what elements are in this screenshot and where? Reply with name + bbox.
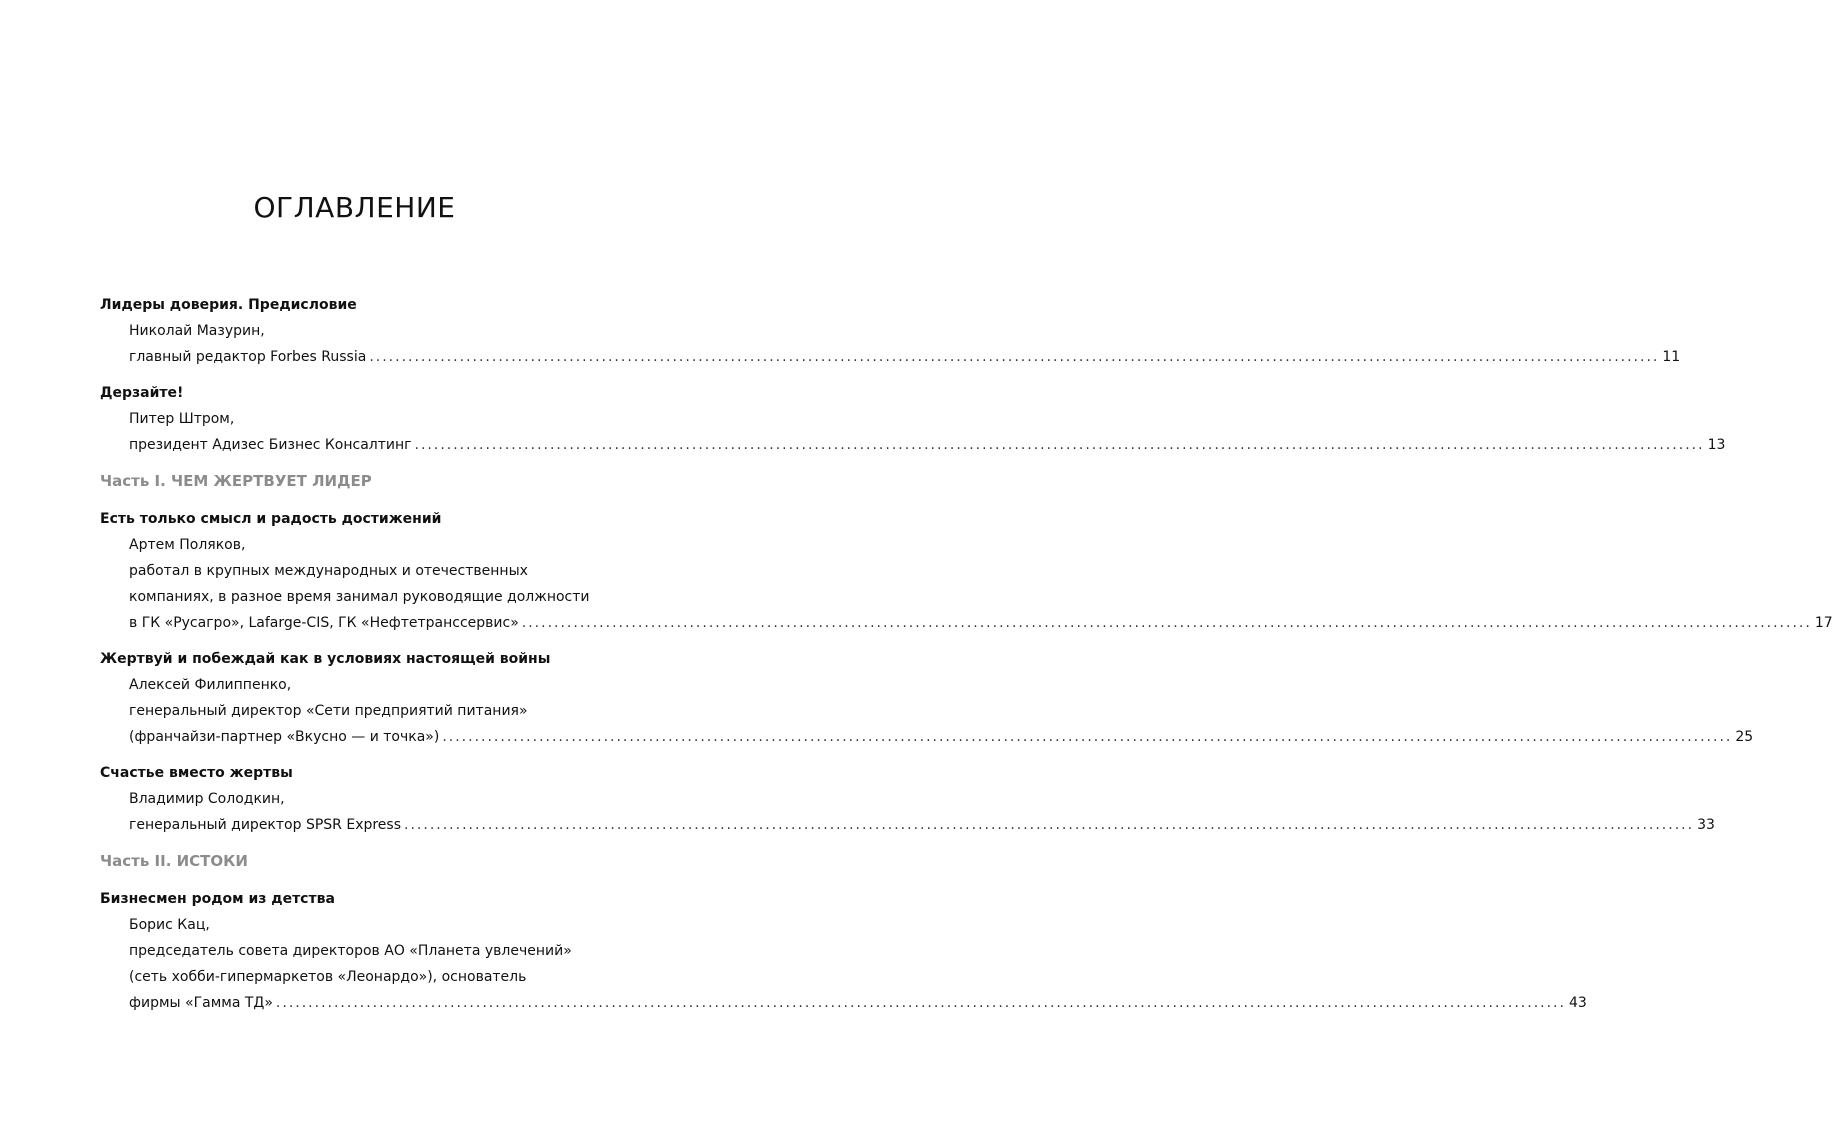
entry-role: председатель совета директоров АО «Планета увлечений» <box>129 943 572 959</box>
entry-role: компаниях, в разное время занимал руководящие должности <box>129 589 590 605</box>
entry-title: Есть только смысл и радость достижений <box>100 511 442 527</box>
entry-role: президент Адизес Бизнес Консалтинг <box>129 437 412 453</box>
entry-role: (сеть хобби-гипермаркетов «Леонардо»), основатель <box>129 969 527 985</box>
page-number: 43 <box>1568 995 1587 1011</box>
dot-leader: ........................................................................................................................................................................................................ <box>404 817 1695 833</box>
page-number: 17 <box>1814 615 1833 631</box>
toc-entry <box>100 380 1726 458</box>
entry-title: Счастье вместо жертвы <box>100 765 293 781</box>
entry-role: генеральный директор «Сети предприятий питания» <box>129 703 528 719</box>
entry-title: Дерзайте! <box>100 385 184 401</box>
entry-last-line <box>100 610 1833 636</box>
toc-entry <box>100 760 1715 838</box>
page-title: ОГЛАВЛЕНИЕ <box>253 191 456 224</box>
page-number: 33 <box>1697 817 1715 833</box>
page-number: 25 <box>1735 729 1754 745</box>
part-heading: Часть I. ЧЕМ ЖЕРТВУЕТ ЛИДЕР <box>100 472 372 490</box>
entry-role: в ГК «Русагро», Lafarge-CIS, ГК «Нефтетранссервис» <box>129 615 519 631</box>
toc-entry <box>100 506 1833 636</box>
dot-leader: ........................................................................................................................................................................................................ <box>414 437 1705 453</box>
part-heading: Часть II. ИСТОКИ <box>100 852 248 870</box>
page-number: 13 <box>1707 437 1726 453</box>
entry-author: Владимир Солодкин, <box>129 791 285 807</box>
entry-title: Лидеры доверия. Предисловие <box>100 297 357 313</box>
dot-leader: ........................................................................................................................................................................................................ <box>521 615 1812 631</box>
entry-title: Бизнесмен родом из детства <box>100 891 335 907</box>
entry-author: Артем Поляков, <box>129 537 246 553</box>
entry-last-line <box>100 724 1754 750</box>
entry-author: Борис Кац, <box>129 917 210 933</box>
entry-last-line <box>100 990 1587 1016</box>
entry-last-line <box>100 432 1726 458</box>
entry-last-line <box>100 344 1681 370</box>
entry-author: Алексей Филиппенко, <box>129 677 292 693</box>
entry-title: Жертвуй и побеждай как в условиях настоящей войны <box>100 651 551 667</box>
toc-entry <box>100 886 1587 1016</box>
entry-author: Николай Мазурин, <box>129 323 265 339</box>
dot-leader: ........................................................................................................................................................................................................ <box>275 995 1566 1011</box>
entry-author: Питер Штром, <box>129 411 235 427</box>
entry-role: главный редактор Forbes Russia <box>129 349 367 365</box>
entry-role: (франчайзи-партнер «Вкусно — и точка») <box>129 729 440 745</box>
entry-last-line <box>100 812 1715 838</box>
entry-role: работал в крупных международных и отечественных <box>129 563 528 579</box>
entry-role: фирмы «Гамма ТД» <box>129 995 273 1011</box>
entry-role: генеральный директор SPSR Express <box>129 817 402 833</box>
toc-entry <box>100 292 1681 370</box>
table-of-contents <box>100 292 1833 1016</box>
toc-entry <box>100 646 1754 750</box>
dot-leader: ........................................................................................................................................................................................................ <box>442 729 1733 745</box>
dot-leader: ........................................................................................................................................................................................................ <box>369 349 1660 365</box>
page-number: 11 <box>1662 349 1681 365</box>
